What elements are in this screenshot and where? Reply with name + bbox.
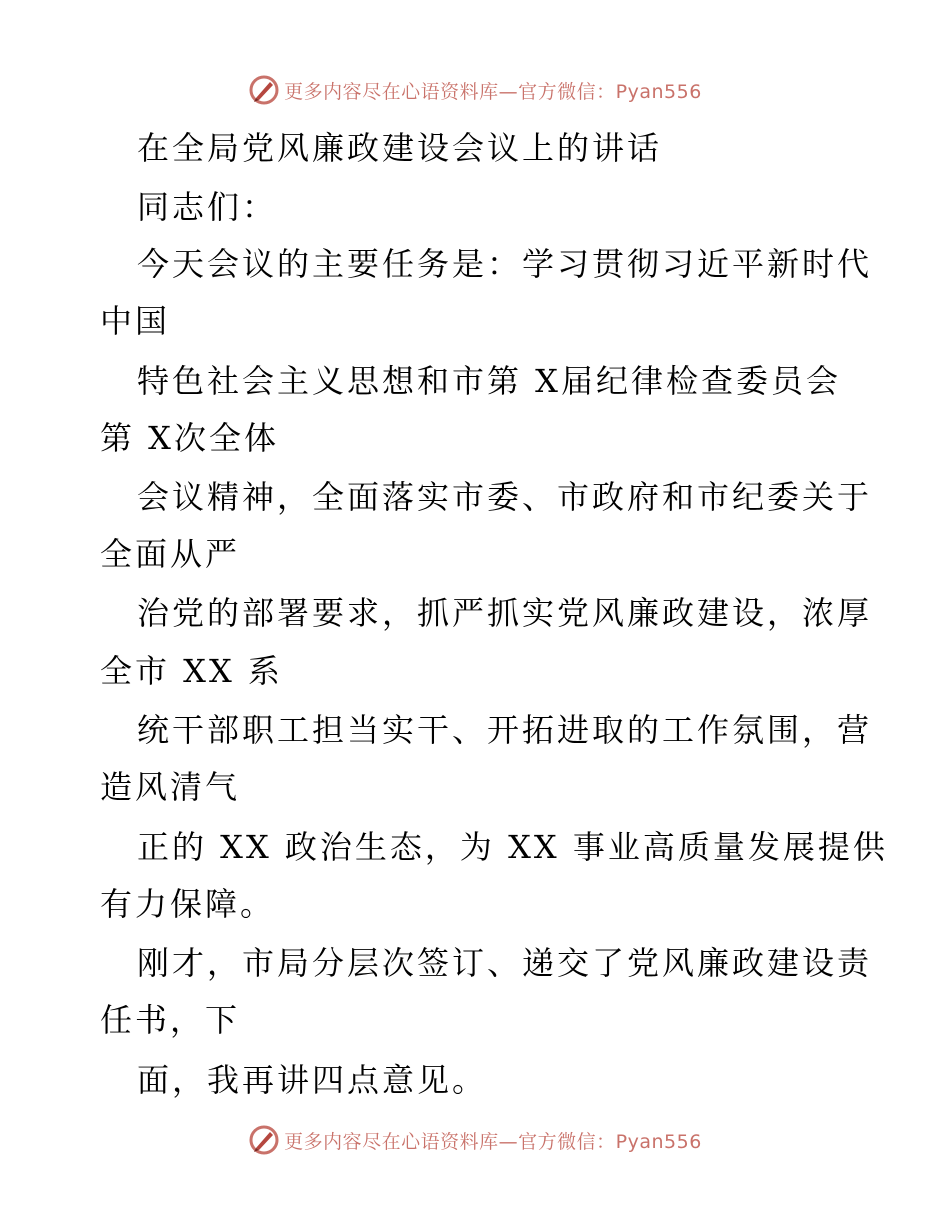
paragraph-line: 第 X次全体 (100, 419, 279, 457)
pen-logo-icon (248, 1124, 280, 1156)
header-watermark (0, 70, 950, 110)
paragraph-line: 任书，下 (100, 1001, 241, 1039)
pen-logo-icon (248, 74, 280, 106)
paragraph-line: 有力保障。 (100, 885, 276, 923)
paragraph-line: 正的 XX 政治生态，为 XX 事业高质量发展提供 (137, 828, 888, 866)
paragraph-line: 刚才，市局分层次签订、递交了党风廉政建设责 (137, 944, 873, 982)
paragraph-line: 全面从严 (100, 535, 241, 573)
watermark-text: 更多内容尽在心语资料库—官方微信：Pyan556 (284, 80, 702, 103)
footer-watermark (0, 1120, 950, 1160)
paragraph-line: 今天会议的主要任务是：学习贯彻习近平新时代 (137, 245, 873, 283)
paragraph-line: 造风清气 (100, 768, 241, 806)
paragraph-line: 会议精神，全面落实市委、市政府和市纪委关于 (137, 478, 873, 516)
paragraph-line: 统干部职工担当实干、开拓进取的工作氛围，营 (137, 711, 873, 749)
paragraph-line: 特色社会主义思想和市第 X届纪律检查委员会 (137, 362, 841, 400)
paragraph-line: 全市 XX 系 (100, 652, 283, 690)
paragraph-line: 中国 (100, 302, 171, 340)
paragraph-line: 治党的部署要求，抓严抓实党风廉政建设，浓厚 (137, 594, 873, 632)
document-title: 在全局党风廉政建设会议上的讲话 (137, 129, 663, 167)
salutation: 同志们： (137, 188, 278, 226)
watermark-text: 更多内容尽在心语资料库—官方微信：Pyan556 (284, 1130, 702, 1153)
paragraph-line: 面，我再讲四点意见。 (137, 1061, 488, 1099)
